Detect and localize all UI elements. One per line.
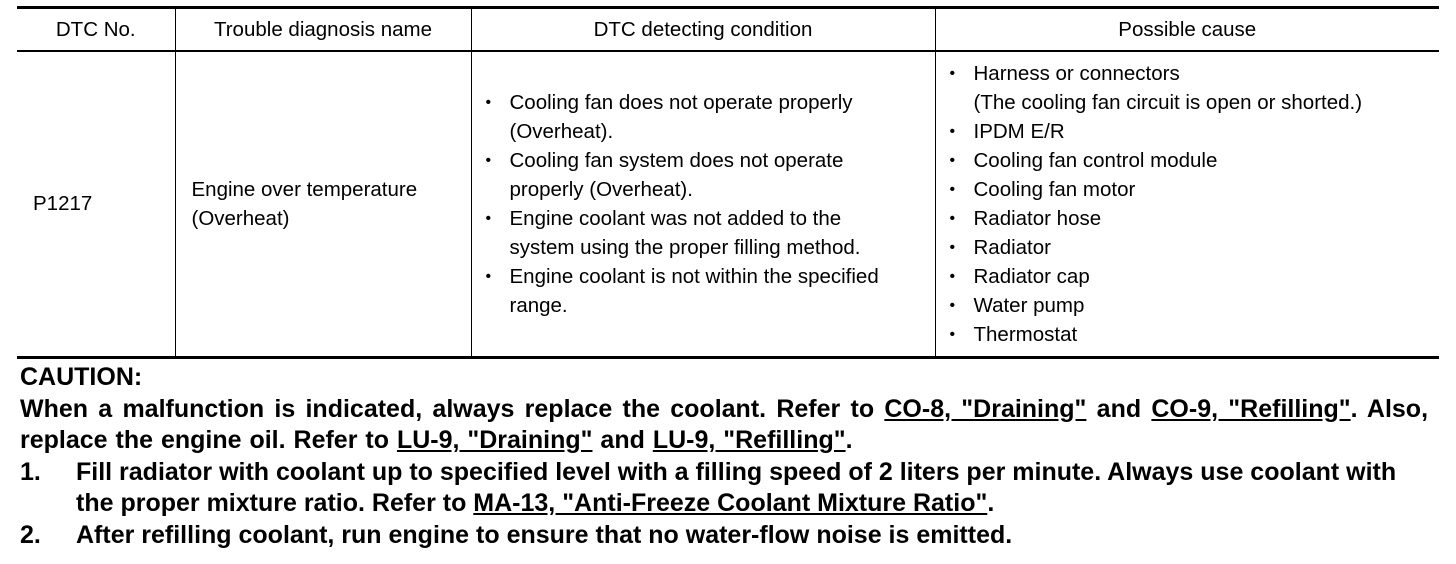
condition-line: • Cooling fan system does not operate <box>509 148 844 172</box>
step-text: Fill radiator with coolant up to specified level with a filling speed of 2 liters per minute. Always use coolant with the proper mixture ratio. Refer to <box>76 457 1397 517</box>
link-ma-13-anti-freeze-coolant-mixture-ratio[interactable]: MA-13, "Anti-Freeze Coolant Mixture Ratio" <box>473 489 988 517</box>
link-co-8-draining[interactable]: CO-8, "Draining" <box>884 394 1087 423</box>
link-co-9-refilling[interactable]: CO-9, "Refilling" <box>1151 394 1351 423</box>
caution-text-part: and <box>1086 394 1152 423</box>
cause-item: • Radiator cap <box>936 262 1440 291</box>
step-text-end: . <box>987 489 995 517</box>
cause-item: • Thermostat <box>936 320 1440 349</box>
cause-line: • Harness or connectors <box>973 61 1180 85</box>
condition-line: • Engine coolant is not within the specified <box>509 264 879 288</box>
header-dtc-no: DTC No. <box>17 8 175 51</box>
step-item <box>20 457 1428 520</box>
step-text: After refilling coolant, run engine to ensure that no water-flow noise is emitted. <box>76 520 1013 549</box>
caution-text-part: . <box>845 426 853 454</box>
cause-item <box>936 59 1440 117</box>
header-trouble-diagnosis-name: Trouble diagnosis name <box>175 8 471 51</box>
condition-line: properly (Overheat). <box>509 177 693 201</box>
link-lu-9-draining[interactable]: LU-9, "Draining" <box>396 426 593 454</box>
header-possible-cause: Possible cause <box>935 8 1439 51</box>
caution-section <box>20 362 1428 551</box>
condition-line: • Cooling fan does not operate properly <box>509 90 853 114</box>
detecting-condition-cell <box>471 51 935 358</box>
trouble-diagnosis-name-cell <box>175 51 471 358</box>
caution-text <box>20 394 1428 457</box>
header-dtc-detecting-condition: DTC detecting condition <box>471 8 935 51</box>
table-row <box>17 51 1439 358</box>
condition-item <box>472 146 935 204</box>
dtc-table <box>17 6 1439 359</box>
step-number: 2. <box>20 520 41 549</box>
procedure-steps <box>20 457 1428 552</box>
condition-item <box>472 88 935 146</box>
cause-line: (The cooling fan circuit is open or shorted.) <box>973 90 1363 114</box>
caution-title: CAUTION: <box>20 363 143 391</box>
possible-cause-cell <box>935 51 1439 358</box>
condition-line: system using the proper filling method. <box>509 235 861 259</box>
table-header-row <box>17 8 1439 51</box>
step-item <box>20 520 1428 552</box>
step-number: 1. <box>20 457 41 486</box>
caution-text-part: and <box>592 426 653 454</box>
dtc-number-cell: P1217 <box>17 51 175 358</box>
cause-list <box>936 59 1440 349</box>
cause-item: • Cooling fan control module <box>936 146 1440 175</box>
cause-item: • Water pump <box>936 291 1440 320</box>
diagnosis-name-line: (Overheat) <box>191 206 290 230</box>
condition-item <box>472 204 935 262</box>
cause-item: • Radiator <box>936 233 1440 262</box>
caution-text-part: . Also, replace the engine oil. Refer to <box>20 394 1429 454</box>
caution-text-part: When a malfunction is indicated, always replace the coolant. Refer to <box>20 394 885 423</box>
condition-line: (Overheat). <box>509 119 614 143</box>
cause-item: • Radiator hose <box>936 204 1440 233</box>
condition-line: range. <box>509 293 568 317</box>
condition-list <box>472 88 935 320</box>
condition-line: • Engine coolant was not added to the <box>509 206 842 230</box>
cause-item: • IPDM E/R <box>936 117 1440 146</box>
link-lu-9-refilling[interactable]: LU-9, "Refilling" <box>652 426 846 454</box>
cause-item: • Cooling fan motor <box>936 175 1440 204</box>
diagnosis-name-line: Engine over temperature <box>191 177 418 201</box>
condition-item <box>472 262 935 320</box>
